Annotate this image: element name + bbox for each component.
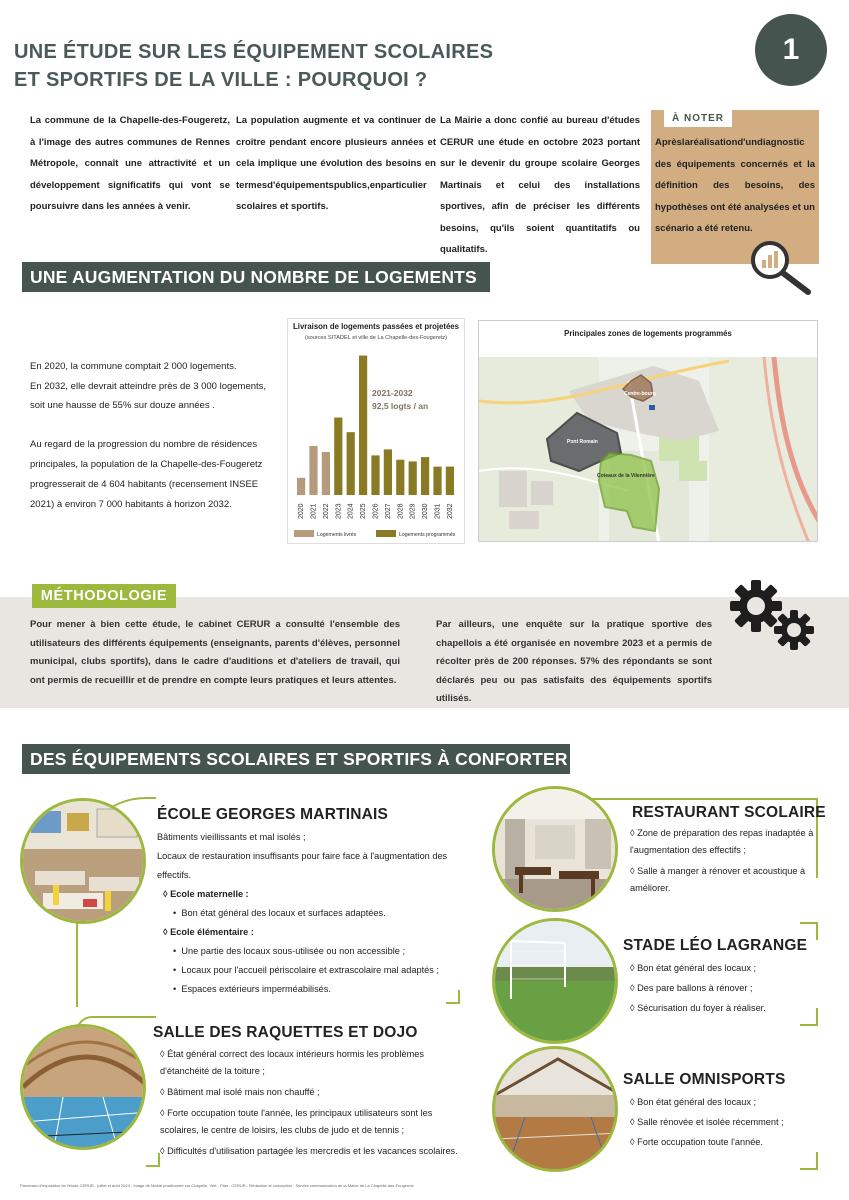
bar-2020 xyxy=(297,478,305,495)
tick-label-2027: 2027 xyxy=(384,503,392,519)
raquettes-photo xyxy=(20,1024,146,1150)
tick-label-2023: 2023 xyxy=(335,503,343,519)
note-label: À NOTER xyxy=(664,109,732,127)
page-number-badge: 1 xyxy=(755,14,827,86)
omnisports-title: SALLE OMNISPORTS xyxy=(623,1071,786,1088)
logements-text-2: Au regard de la progression du nombre de résidences principales, la population de la Chapelle-des-Fougeretz progresserait de 4 604 habitants (recensement INSEE 2021) à environ 7 000 habitants à horizon 2032. xyxy=(30,439,263,510)
ecole-elementaire-item-1: • Une partie des locaux sous-utilisée ou non accessible ; xyxy=(173,946,406,956)
ecole-maternelle-item: • Bon état général des locaux et surfaces adaptées. xyxy=(173,908,386,918)
omnisports-corner xyxy=(800,1152,818,1170)
note-text: Aprèslaréalisationd'undiagnostic des équipements concernés et la définition des besoins, des hypothèses ont été analysées et un scénario a été retenu. xyxy=(655,137,815,234)
bar-2028 xyxy=(396,460,404,495)
map-label-pont: Pont Romain xyxy=(567,439,598,445)
logements-band: UNE AUGMENTATION DU NOMBRE DE LOGEMENTS xyxy=(22,262,490,292)
housing-zones-map xyxy=(478,320,818,542)
logements-line-1: En 2020, la commune comptait 2 000 logements. xyxy=(30,361,237,372)
bar-2029 xyxy=(409,461,417,495)
ecole-elementaire-label: ◊ Ecole élémentaire : xyxy=(163,927,254,937)
tick-label-2028: 2028 xyxy=(397,503,405,519)
magnifier-chart-icon xyxy=(748,238,814,298)
omnisports-text xyxy=(630,1092,816,1152)
chart-subtitle: (sources SITADEL et ville de La Chapelle-des-Fougeretz) xyxy=(304,335,448,341)
bar-2021 xyxy=(309,446,317,495)
ecole-line-1: Bâtiments vieillissants et mal isolés ; xyxy=(157,832,306,842)
bar-2025 xyxy=(359,356,367,495)
tick-label-2026: 2026 xyxy=(372,503,380,519)
chart-svg xyxy=(288,319,466,545)
omnisports-photo xyxy=(492,1046,618,1172)
ecole-title: ÉCOLE GEORGES MARTINAIS xyxy=(157,806,389,823)
equipements-band: DES ÉQUIPEMENTS SCOLAIRES ET SPORTIFS À CONFORTER xyxy=(22,744,570,774)
tick-label-2022: 2022 xyxy=(322,503,330,519)
logements-text-1 xyxy=(30,357,280,416)
intro-col-3: La Mairie a donc confié au bureau d'études CERUR une étude en octobre 2023 portant sur le devenir du groupe scolaire Georges Martinais et celui des installations sportives, afin de préciser les différents besoins, qu'ils soient quantitatifs ou qualitatifs. xyxy=(440,115,640,255)
map-svg xyxy=(479,321,818,542)
bar-2027 xyxy=(384,449,392,495)
restaurant-item-2: ◊ Salle à manger à rénover et acoustique à améliorer. xyxy=(630,866,806,893)
ecole-e1: Une partie des locaux sous-utilisée ou non accessible ; xyxy=(181,946,406,956)
map-label-centre: Centre-bourg xyxy=(624,391,656,397)
tick-label-2021: 2021 xyxy=(310,503,318,519)
sports-hall-photo-icon xyxy=(23,1027,146,1150)
raquettes-corner xyxy=(146,1153,160,1167)
map-label-coteaux: Coteaux de la Vilennière xyxy=(597,473,655,479)
page-title xyxy=(14,38,493,94)
ecole-text xyxy=(157,828,462,999)
title-line-2: ET SPORTIFS DE LA VILLE : POURQUOI ? xyxy=(14,69,428,91)
raquettes-item-3: ◊ Forte occupation toute l'année, les principaux utilisateurs sont les scolaires, le centre de loisirs, les clubs de judo et de tennis ; xyxy=(160,1108,433,1135)
restaurant-title: RESTAURANT SCOLAIRE xyxy=(632,804,826,821)
omnisports-item-1: ◊ Bon état général des locaux ; xyxy=(630,1097,757,1107)
footer-credits: Panneaux d'exposition de l'étude CERUR - juillet et août 2024 - Image de Mairie positionnée sur Chapelle, Vert - Plan : CERUR - Rédaction et conception : Service communication de la Mairie de La Chapelle-des-Fougeretz xyxy=(20,1183,414,1188)
raquettes-item-2: ◊ Bâtiment mal isolé mais non chauffé ; xyxy=(160,1087,320,1097)
intro-col-1: La commune de la Chapelle-des-Fougeretz, à l'image des autres communes de Rennes Métropole, connaît une attractivité et un développement significatifs qui vont se poursuivre dans les années à venir. xyxy=(30,115,230,212)
ecole-line-2: Locaux de restauration insuffisants pour faire face à l'augmentation des effectifs. xyxy=(157,851,448,880)
raquettes-item-4: ◊ Difficultés d'utilisation partagée les mercredis et les vacances scolaires. xyxy=(160,1146,458,1156)
raquettes-text xyxy=(160,1046,462,1160)
ecole-e2: Locaux pour l'accueil périscolaire et extrascolaire mal adaptés ; xyxy=(181,965,439,975)
restaurant-item-1: ◊ Zone de préparation des repas inadaptée à l'augmentation des effectifs ; xyxy=(630,828,814,855)
chart-title: Livraison de logements passées et projetées xyxy=(293,322,459,331)
methodology-col-2: Par ailleurs, une enquête sur la pratique sportive des chapellois a été organisée en novembre 2023 et a permis de récolter près de 200 réponses. 57% des répondants se sont déclarés peu ou pas satisfaits des équipements sportifs utilisés. xyxy=(436,619,712,704)
legend-label-1: Logements programmés xyxy=(399,532,456,538)
tick-label-2020: 2020 xyxy=(298,503,306,519)
gymnasium-photo-icon xyxy=(495,1049,618,1172)
bar-2031 xyxy=(433,467,441,495)
methodology-col-1: Pour mener à bien cette étude, le cabinet CERUR a consulté l'ensemble des utilisateurs des différents équipements (enseignants, parents d'élèves, personnel municipal, clubs sportifs), dans le cadre d'auditions et d'ateliers de travail, qui ont permis de recueillir et de prendre en compte leurs pratiques et leurs attentes. xyxy=(30,619,400,686)
tick-label-2031: 2031 xyxy=(434,503,442,519)
restaurant-photo xyxy=(492,786,618,912)
omnisports-item-2: ◊ Salle rénovée et isolée récemment ; xyxy=(630,1117,784,1127)
logements-line-3: soit une hausse de 55% sur douze années . xyxy=(30,400,215,411)
raquettes-item-1: ◊ État général correct des locaux intérieurs hormis les problèmes d'étanchéité de la toiture ; xyxy=(160,1049,424,1076)
housing-chart xyxy=(287,318,465,544)
bar-2022 xyxy=(322,452,330,495)
raquettes-title: SALLE DES RAQUETTES ET DOJO xyxy=(153,1024,418,1041)
methodology-label: MÉTHODOLOGIE xyxy=(32,584,176,608)
gears-icon xyxy=(722,572,822,654)
stade-photo xyxy=(492,918,618,1044)
ecole-photo xyxy=(20,798,146,924)
stade-item-3: ◊ Sécurisation du foyer à réaliser. xyxy=(630,1003,766,1013)
legend-swatch-0 xyxy=(294,530,314,537)
stade-text xyxy=(630,958,816,1018)
tick-label-2032: 2032 xyxy=(446,503,454,519)
classroom-photo-icon xyxy=(23,801,146,924)
stade-title: STADE LÉO LAGRANGE xyxy=(623,937,808,954)
chart-annotation-period: 2021-2032 xyxy=(372,388,413,398)
bar-2023 xyxy=(334,418,342,495)
omnisports-item-3: ◊ Forte occupation toute l'année. xyxy=(630,1137,763,1147)
bar-2032 xyxy=(446,467,454,495)
dining-room-photo-icon xyxy=(495,789,618,912)
tick-label-2024: 2024 xyxy=(347,503,355,519)
bar-2030 xyxy=(421,457,429,495)
bar-2026 xyxy=(371,455,379,495)
ecole-m1: Bon état général des locaux et surfaces adaptées. xyxy=(181,908,386,918)
tick-label-2025: 2025 xyxy=(360,503,368,519)
chart-annotation-rate: 92,5 logts / an xyxy=(372,401,429,411)
legend-swatch-1 xyxy=(376,530,396,537)
logements-line-2: En 2032, elle devrait atteindre près de 3 000 logements, xyxy=(30,380,267,392)
bar-2024 xyxy=(347,432,355,495)
tick-label-2029: 2029 xyxy=(409,503,417,519)
tick-label-2030: 2030 xyxy=(422,503,430,519)
ecole-e3: Espaces extérieurs imperméabilisés. xyxy=(181,984,331,994)
ecole-maternelle-label: ◊ Ecole maternelle : xyxy=(163,889,249,899)
stade-item-1: ◊ Bon état général des locaux ; xyxy=(630,963,757,973)
map-title: Principales zones de logements programmés xyxy=(564,329,732,338)
restaurant-text xyxy=(630,825,822,897)
legend-label-0: Logements livrés xyxy=(317,532,357,538)
intro-col-2: La population augmente et va continuer de croître pendant encore plusieurs années et cela implique une évolution des besoins en termesd'équipementspublics,enparticulier scolaires et sportifs. xyxy=(236,115,436,212)
ecole-elementaire-item-3: • Espaces extérieurs imperméabilisés. xyxy=(173,984,331,994)
title-line-1: UNE ÉTUDE SUR LES ÉQUIPEMENT SCOLAIRES xyxy=(14,41,494,63)
stade-item-2: ◊ Des pare ballons à rénover ; xyxy=(630,983,753,993)
football-field-photo-icon xyxy=(495,921,618,1044)
ecole-elementaire-item-2: • Locaux pour l'accueil périscolaire et extrascolaire mal adaptés ; xyxy=(173,965,439,975)
